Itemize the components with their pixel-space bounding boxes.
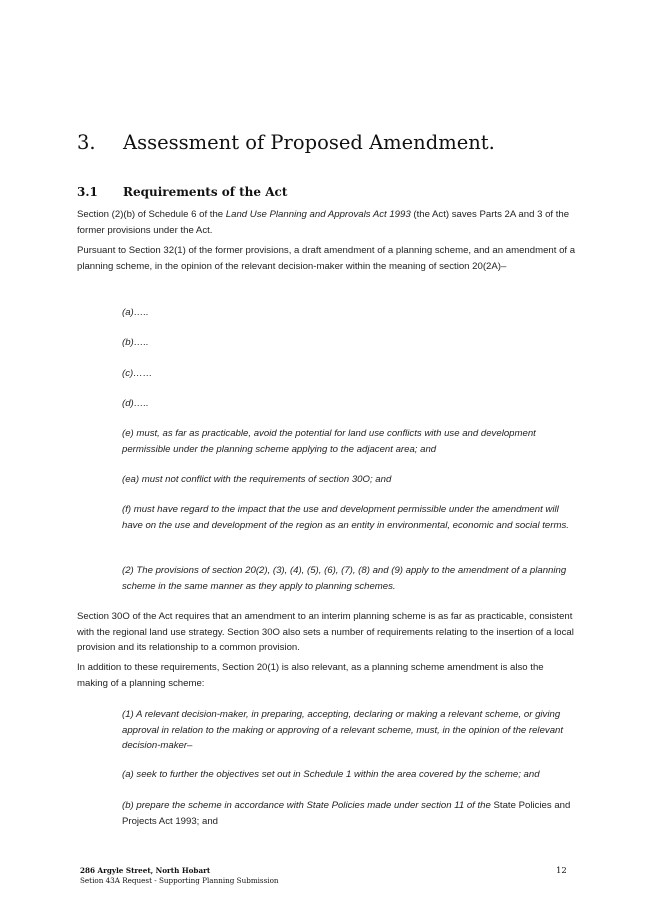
quote-item-c: (c)……: [122, 368, 153, 379]
quote-item-f: (f) must have regard to the impact that the use and development permissible under the amendment will have on the use and development of the region as an entity in environmental, economic and social terms.: [122, 504, 569, 531]
quote-item-a: (a)…..: [122, 307, 149, 318]
subsection-heading: [77, 185, 287, 199]
act-reference: State Policies and Projects Act 1993; and: [122, 800, 571, 827]
subsection-title: Requirements of the Act: [123, 185, 288, 199]
quote-item-d: (d)…..: [122, 398, 149, 409]
quote-text: (b) prepare the scheme in accordance with State Policies made under section 11 of the: [122, 800, 494, 811]
quote-item-1a: (a) seek to further the objectives set out in Schedule 1 within the area covered by the scheme; and: [122, 769, 540, 780]
footer-address: 286 Argyle Street, North Hobart: [80, 866, 211, 875]
act-title: Land Use Planning and Approvals Act 1993: [225, 209, 411, 220]
paragraph-section-32: Pursuant to Section 32(1) of the former provisions, a draft amendment of a planning scheme, and an amendment of a planning scheme, in the opinion of the relevant decision-maker within the meaning of section 20(2A)–: [77, 245, 576, 272]
section-heading-number: 3.: [77, 131, 96, 154]
quote-item-e: (e) must, as far as practicable, avoid the potential for land use conflicts with use and development permissible under the planning scheme applying to the adjacent area; and: [122, 428, 536, 455]
footer-subtitle: Setion 43A Request - Supporting Planning Submission: [80, 876, 279, 885]
page-number: 12: [556, 866, 567, 876]
paragraph-text: (the Act) saves Parts 2A and 3 of the former provisions under the Act.: [77, 209, 570, 236]
section-heading: [77, 131, 495, 154]
section-heading-title: Assessment of Proposed Amendment.: [123, 131, 495, 154]
subsection-number: 3.1: [77, 185, 98, 199]
quote-item-ea: (ea) must not conflict with the requirements of section 30O; and: [122, 474, 392, 485]
quote-item-1: (1) A relevant decision-maker, in preparing, accepting, declaring or making a relevant scheme, or giving approval in relation to the making or approving of a relevant scheme, must, in the opinion of the relevant decision-maker–: [122, 709, 564, 751]
paragraph-section-30o: Section 30O of the Act requires that an amendment to an interim planning scheme is as far as practicable, consistent with the regional land use strategy. Section 30O also sets a number of requirements relating to the insertion of a local provision and its relationship to a common provision.: [77, 611, 574, 653]
quote-item-b: (b)…..: [122, 337, 149, 348]
paragraph-section-20: In addition to these requirements, Section 20(1) is also relevant, as a planning scheme amendment is also the making of a planning scheme:: [77, 662, 544, 689]
paragraph-schedule-6: [77, 207, 577, 238]
paragraph-text: Section (2)(b) of Schedule 6 of the: [77, 209, 226, 220]
quote-item-1b: [122, 798, 578, 829]
quote-item-2: (2) The provisions of section 20(2), (3), (4), (5), (6), (7), (8) and (9) apply to the amendment of a planning scheme in the same manner as they apply to planning schemes.: [122, 565, 567, 592]
